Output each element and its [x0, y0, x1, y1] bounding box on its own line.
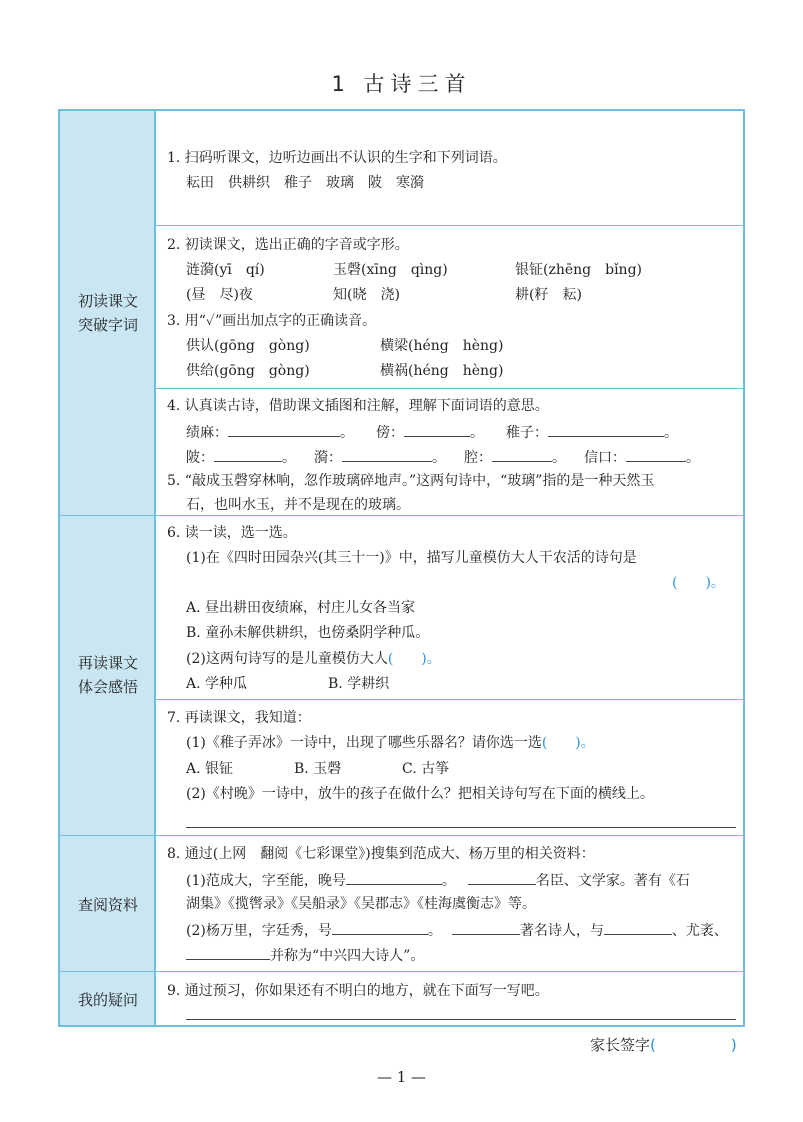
answer-blank[interactable]: [604, 919, 672, 935]
section-divider: [60, 971, 745, 972]
question-7-sub1: (1)《稚子弄冰》一诗中，出现了哪些乐器名？请你选一选( )。: [186, 735, 595, 751]
category-column: [60, 111, 156, 1025]
question-7-sub2: (2)《村晚》一诗中，放牛的孩子在做什么？把相关诗句写在下面的横线上。: [186, 786, 654, 802]
question-3-option: 横梁(héng hèng): [380, 338, 504, 354]
row-divider: [156, 225, 745, 226]
question-7-choice: A. 银钲: [186, 761, 234, 777]
question-8-line2: 湖集》《揽辔录》《吴船录》《吴郡志》《桂海虞衡志》等。: [186, 896, 536, 912]
question-8-line1: (1)范成大，字至能，晚号 。 名臣、文学家。著有《石: [186, 869, 690, 891]
question-2-prompt: 2. 初读课文，选出正确的字音或字形。: [167, 237, 409, 253]
question-4-row2: 陂： 。 漪： 。 腔： 。 信口： 。: [186, 446, 700, 468]
answer-line[interactable]: [186, 1019, 736, 1020]
answer-blank[interactable]: [346, 869, 442, 885]
question-3-option: 横祸(héng hèng): [380, 363, 504, 379]
question-6-choice: B. 学耕织: [328, 676, 390, 692]
question-1-prompt: 1. 扫码听课文，边听边画出不认识的生字和下列词语。: [167, 150, 507, 166]
answer-blank[interactable]: [228, 421, 340, 437]
parent-signature: 家长签字( ): [590, 1036, 737, 1054]
question-8-line4: 并称为“中兴四大诗人”。: [186, 944, 424, 966]
answer-blank[interactable]: [404, 421, 470, 437]
category-label-1: 初读课文 突破字词: [77, 292, 138, 334]
answer-paren[interactable]: ( )。: [541, 735, 595, 751]
answer-blank[interactable]: [342, 446, 432, 462]
question-5-line1: 5. “敲成玉磬穿林响，忽作玻璃碎地声。”这两句诗中，“玻璃”指的是一种天然玉: [167, 473, 655, 489]
answer-blank[interactable]: [186, 944, 270, 960]
question-3-prompt: 3. 用“✓”画出加点字的正确读音。: [167, 313, 377, 329]
question-2-option: 耕(籽 耘): [515, 287, 582, 303]
question-6-choice: A. 学种瓜: [186, 676, 248, 692]
answer-blank[interactable]: [548, 421, 664, 437]
section-divider: [60, 835, 745, 836]
question-6-sub1: (1)在《四时田园杂兴(其三十一)》中，描写儿童模仿大人干农活的诗句是: [186, 550, 637, 566]
page-title: 1 古诗三首: [331, 72, 472, 96]
question-2-option: 涟漪(yī qí): [186, 262, 265, 278]
section-divider: [60, 515, 745, 516]
question-2-option: 知(晓 浇): [333, 287, 400, 303]
category-label-2: 再读课文 体会感悟: [77, 654, 138, 696]
page-number: — 1 —: [376, 1068, 427, 1086]
category-label-4: 我的疑问: [77, 991, 138, 1009]
answer-blank[interactable]: [626, 446, 686, 462]
answer-blank[interactable]: [492, 446, 552, 462]
question-4-prompt: 4. 认真读古诗，借助课文插图和注解，理解下面词语的意思。: [167, 398, 549, 414]
category-label-3: 查阅资料: [77, 896, 138, 914]
worksheet-table: [58, 109, 745, 1027]
answer-blank[interactable]: [452, 919, 520, 935]
question-6-prompt: 6. 读一读，选一选。: [167, 525, 297, 541]
question-7-choice: B. 玉磬: [294, 761, 342, 777]
signature-field[interactable]: ( ): [650, 1036, 737, 1054]
answer-blank[interactable]: [468, 869, 536, 885]
question-9-prompt: 9. 通过预习，你如果还有不明白的地方，就在下面写一写吧。: [167, 983, 549, 999]
question-7-choice: C. 古筝: [402, 761, 450, 777]
question-8-line3: (2)杨万里，字廷秀，号 。 著名诗人，与 、尤袤、: [186, 919, 728, 941]
question-6-option-a: A. 昼出耕田夜绩麻，村庄儿女各当家: [186, 600, 416, 616]
question-3-option: 供认(gōng gòng): [186, 338, 310, 354]
question-3-option: 供给(gōng gòng): [186, 363, 310, 379]
answer-line[interactable]: [186, 827, 736, 828]
question-6-sub2: (2)这两句诗写的是儿童模仿大人( )。: [186, 651, 441, 667]
question-5-line2: 石，也叫水玉，并不是现在的玻璃。: [186, 497, 410, 513]
question-6-option-b: B. 童孙未解供耕织，也傍桑阴学种瓜。: [186, 625, 430, 641]
question-2-option: 银钲(zhēng bǐng): [515, 262, 642, 278]
question-1-words: 耘田 供耕织 稚子 玻璃 陂 寒漪: [186, 175, 424, 191]
question-4-row1: 绩麻： 。 傍： 。 稚子： 。: [186, 421, 678, 443]
question-2-option: 玉磬(xīng qìng): [333, 262, 448, 278]
question-2-option: (昼 尽)夜: [186, 287, 253, 303]
row-divider: [156, 388, 745, 389]
question-8-prompt: 8. 通过(上网 翻阅《七彩课堂》)搜集到范成大、杨万里的相关资料：: [167, 846, 595, 862]
answer-blank[interactable]: [332, 919, 428, 935]
question-7-prompt: 7. 再读课文，我知道：: [167, 710, 311, 726]
answer-paren[interactable]: ( )。: [387, 651, 441, 667]
row-divider: [156, 699, 745, 700]
answer-blank[interactable]: [214, 446, 282, 462]
answer-paren[interactable]: ( )。: [672, 575, 725, 591]
